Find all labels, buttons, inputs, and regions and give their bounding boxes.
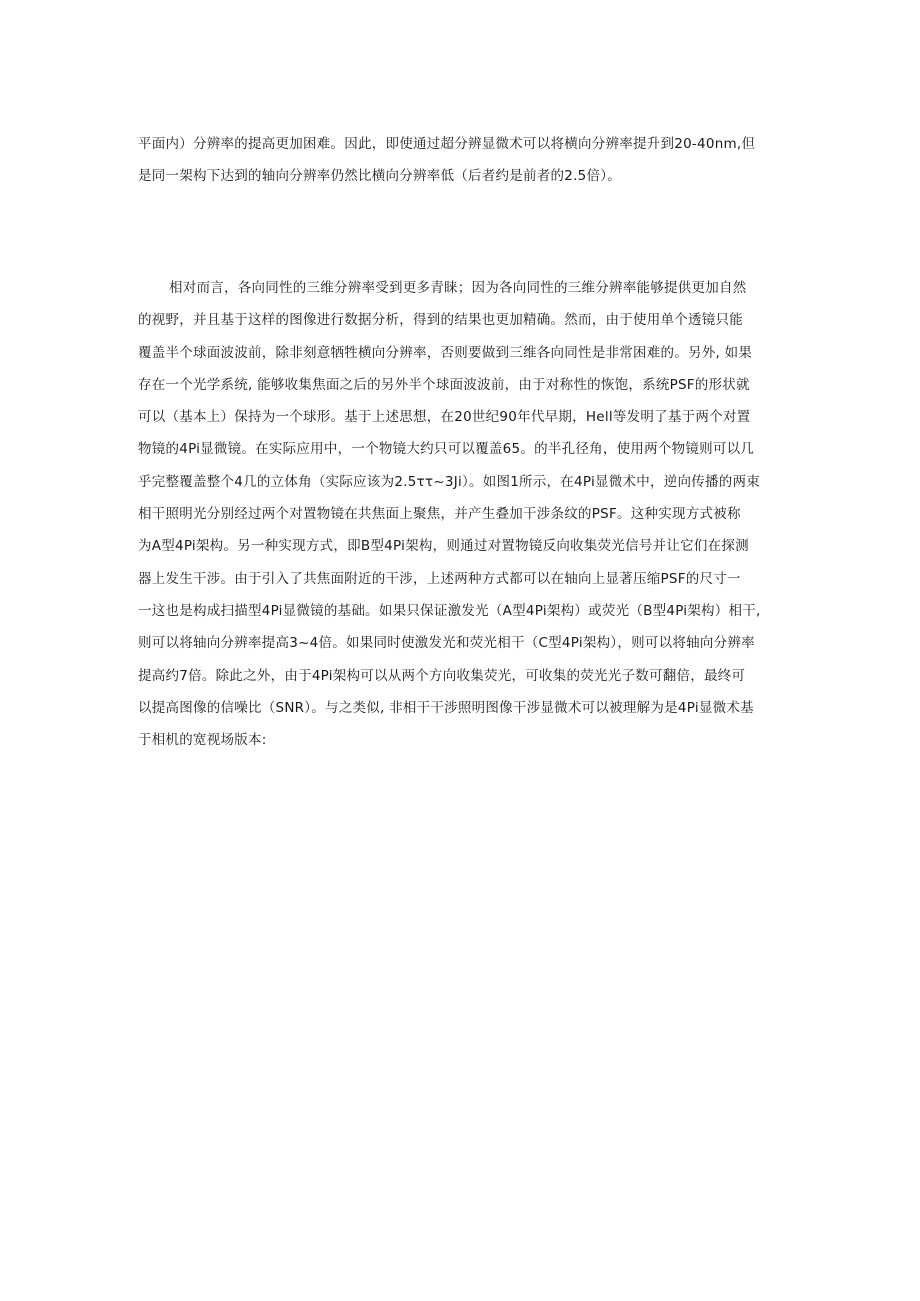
text-line: 物镜的4Pi显微镜。在实际应用中，一个物镜大约只可以覆盖65。的半孔径角，使用两个物镜则可以几 [138, 441, 755, 458]
text-line: 可以（基本上）保持为一个球形。基于上述思想，在20世纪90年代早期，Hell等发明了基于两个对置 [138, 409, 751, 426]
text-line: 器上发生干涉。由于引入了共焦面附近的干涉，上述两种方式都可以在轴向上显著压缩PSF的尺寸一 [138, 570, 741, 587]
paragraph-continued [138, 128, 788, 193]
text-line: 乎完整覆盖整个4几的立体角（实际应该为2.5ττ~3Ji）。如图1所示，在4Pi显微术中，逆向传播的两束 [138, 473, 760, 490]
text-line: 提高约7倍。除此之外，由于4Pi架构可以从两个方向收集荧光，可收集的荧光光子数可翻倍，最终可 [138, 667, 746, 684]
text-line: 相干照明光分别经过两个对置物镜在共焦面上聚焦，并产生叠加干涉条纹的PSF。这种实现方式被称 [138, 506, 741, 523]
text-line: 是同一架构下达到的轴向分辨率仍然比横向分辨率低（后者约是前者的2.5倍）。 [138, 168, 621, 185]
text-line: 覆盖半个球面波波前，除非刻意牺牲横向分辨率，否则要做到三维各向同性是非常困难的。另外, 如果 [138, 344, 753, 361]
text-line: 平面内）分辨率的提高更加困难。因此，即使通过超分辨显微术可以将横向分辨率提升到20-40nm,但 [138, 136, 756, 152]
paragraph-4pi-microscopy [138, 272, 788, 756]
text-line: 为A型4Pi架构。另一种实现方式，即B型4Pi架构，则通过对置物镜反向收集荧光信号并让它们在探测 [138, 538, 749, 555]
text-line: 于相机的宽视场版本: [138, 732, 267, 749]
text-line: 则可以将轴向分辨率提高3~4倍。如果同时使激发光和荧光相干（C型4Pi架构），则可以将轴向分辨率 [138, 635, 755, 652]
text-line: 存在一个光学系统, 能够收集焦面之后的另外半个球面波波前，由于对称性的恢饱，系统PSF的形状就 [138, 376, 750, 393]
text-line: 相对而言，各向同性的三维分辨率受到更多青睐；因为各向同性的三维分辨率能够提供更加自然 [169, 280, 747, 296]
text-line: 的视野，并且基于这样的图像进行数据分析，得到的结果也更加精确。然而，由于使用单个透镜只能 [138, 312, 743, 329]
text-line: 一这也是构成扫描型4Pi显微镜的基础。如果只保证激发光（A型4Pi架构）或荧光（B型4Pi架构）相干, [138, 602, 761, 619]
text-line: 以提高图像的信噪比（SNR）。与之类似, 非相干干涉照明图像干涉显微术可以被理解为是4Pi显微术基 [138, 699, 754, 716]
